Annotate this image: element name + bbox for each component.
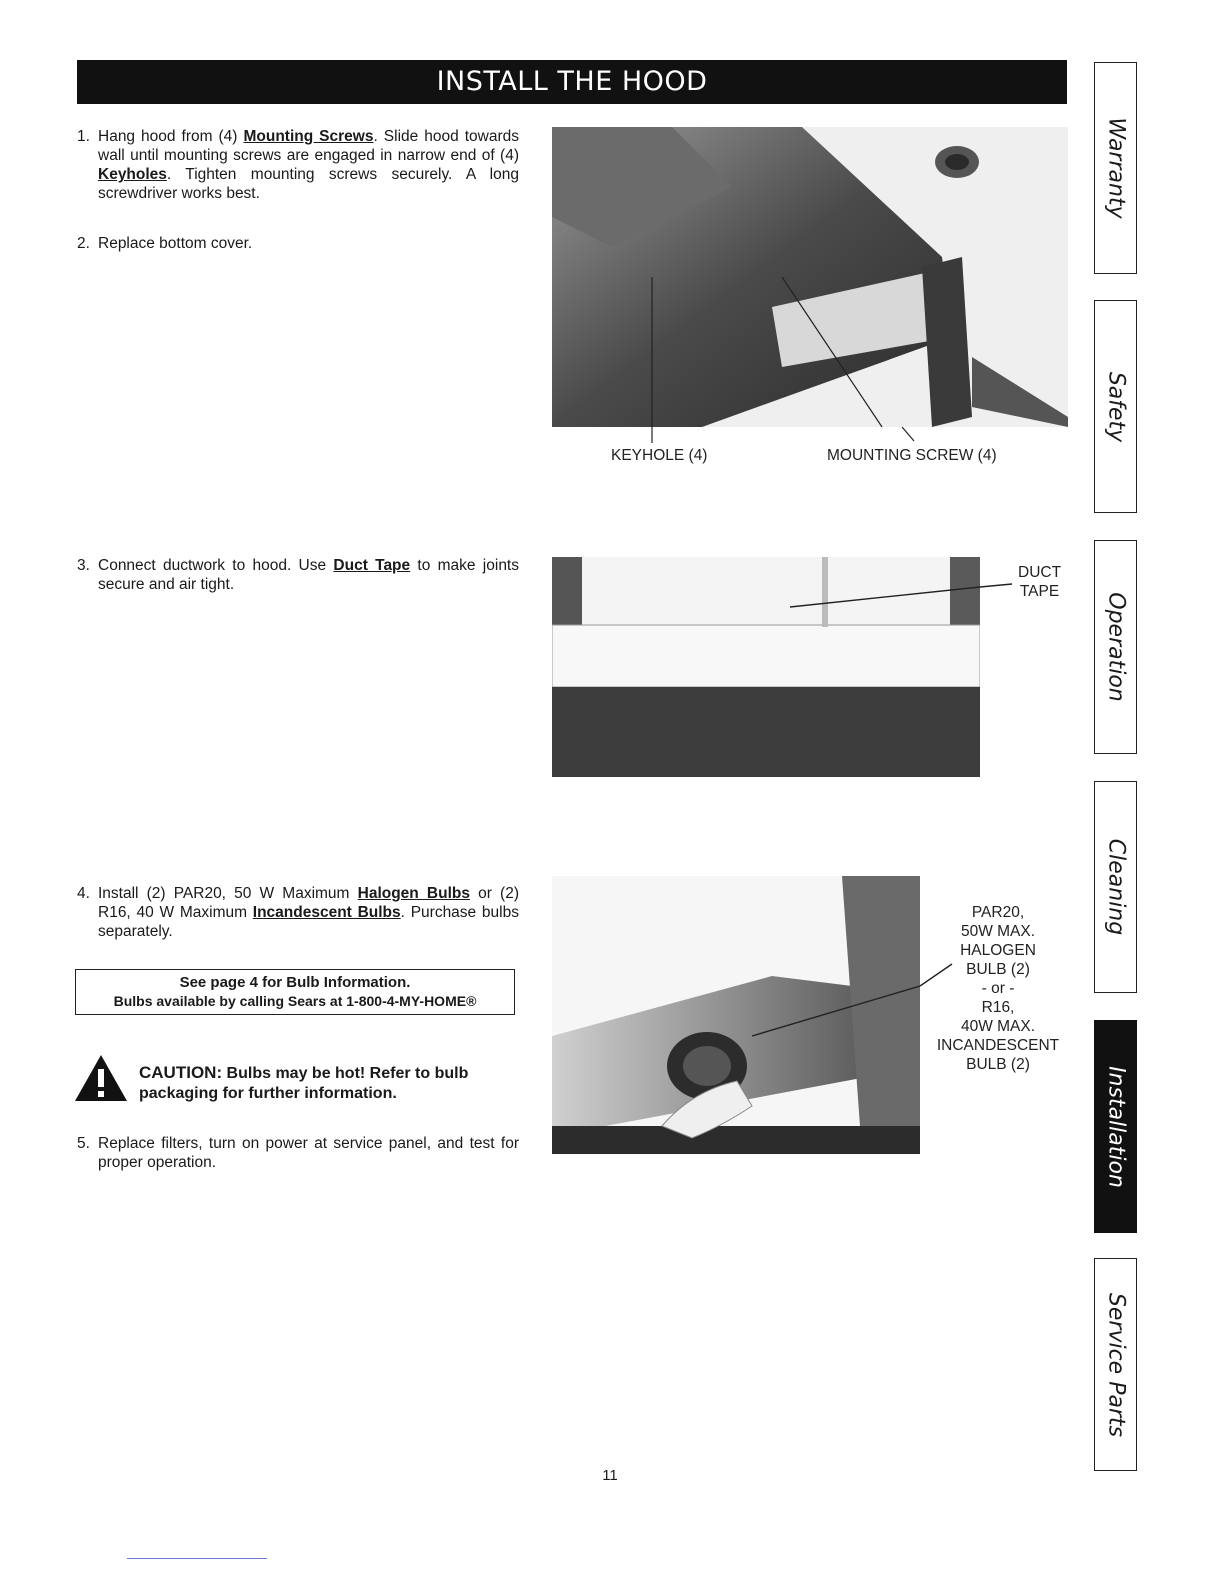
tab-cleaning[interactable]: Cleaning — [1094, 781, 1137, 993]
step-1 — [77, 127, 519, 203]
halogen-bulbs-term: Halogen Bulbs — [357, 885, 470, 902]
tab-warranty[interactable]: Warranty — [1094, 62, 1137, 274]
step-number: 3. — [77, 557, 90, 574]
page-title: INSTALL THE HOOD — [77, 60, 1067, 104]
tab-service-parts[interactable]: Service Parts — [1094, 1258, 1137, 1471]
duct-tape-callout: DUCT TAPE — [1018, 564, 1062, 600]
step-number: 5. — [77, 1135, 90, 1152]
step-text: Install (2) PAR20, 50 W Maximum Halogen Bulbs or (2) R16, 40 W Maximum Incandescent Bulbs. Purchase bulbs separately. — [98, 885, 519, 940]
step-4 — [77, 884, 519, 941]
mounting-screw-callout: MOUNTING SCREW (4) — [827, 447, 997, 464]
keyhole-callout: KEYHOLE (4) — [611, 447, 708, 464]
keyholes-term: Keyholes — [98, 166, 167, 183]
tab-installation[interactable]: Installation — [1094, 1020, 1137, 1233]
mounting-screws-term: Mounting Screws — [243, 128, 374, 145]
duct-tape-leader — [980, 572, 1020, 592]
footer-rule — [127, 1558, 267, 1559]
tab-safety[interactable]: Safety — [1094, 300, 1137, 513]
bulb-install-photo — [552, 876, 920, 1154]
hood-mounting-photo — [552, 127, 1068, 427]
step-text: Replace filters, turn on power at service panel, and test for proper operation. — [98, 1135, 519, 1171]
step-2 — [77, 234, 519, 253]
incandescent-bulbs-term: Incandescent Bulbs — [252, 904, 401, 921]
bulb-info-box — [75, 969, 515, 1015]
caution-note: CAUTION: Bulbs may be hot! Refer to bulb packaging for further information. — [139, 1063, 469, 1102]
step-text: Connect ductwork to hood. Use Duct Tape to make joints secure and air tight. — [98, 557, 519, 593]
step-number: 1. — [77, 128, 90, 145]
ductwork-photo — [552, 557, 980, 777]
duct-tape-term: Duct Tape — [333, 557, 411, 574]
step-text: Replace bottom cover. — [98, 235, 253, 252]
step-text: Hang hood from (4) Mounting Screws. Slide hood towards wall until mounting screws are engaged in narrow end of (4) Keyholes. Tighten mounting screws securely. A long screwdriver works best. — [98, 128, 519, 202]
warning-triangle-icon — [73, 1053, 129, 1103]
bulb-callout: PAR20, 50W MAX. HALOGEN BULB (2) - or - R16, 40W MAX. INCANDESCENT BULB (2) — [936, 904, 1060, 1073]
tab-operation[interactable]: Operation — [1094, 540, 1137, 754]
bulb-info-line-2: Bulbs available by calling Sears at 1-800-4-MY-HOME® — [113, 993, 477, 1009]
step-5 — [77, 1134, 519, 1172]
step-3 — [77, 556, 519, 594]
step-number: 4. — [77, 885, 90, 902]
bulb-info-line-1: See page 4 for Bulb Information. — [179, 974, 411, 991]
caution-label: CAUTION: — [139, 1063, 223, 1082]
callout-leader-lines — [552, 427, 1068, 447]
step-number: 2. — [77, 235, 90, 252]
page-number: 11 — [602, 1467, 618, 1484]
